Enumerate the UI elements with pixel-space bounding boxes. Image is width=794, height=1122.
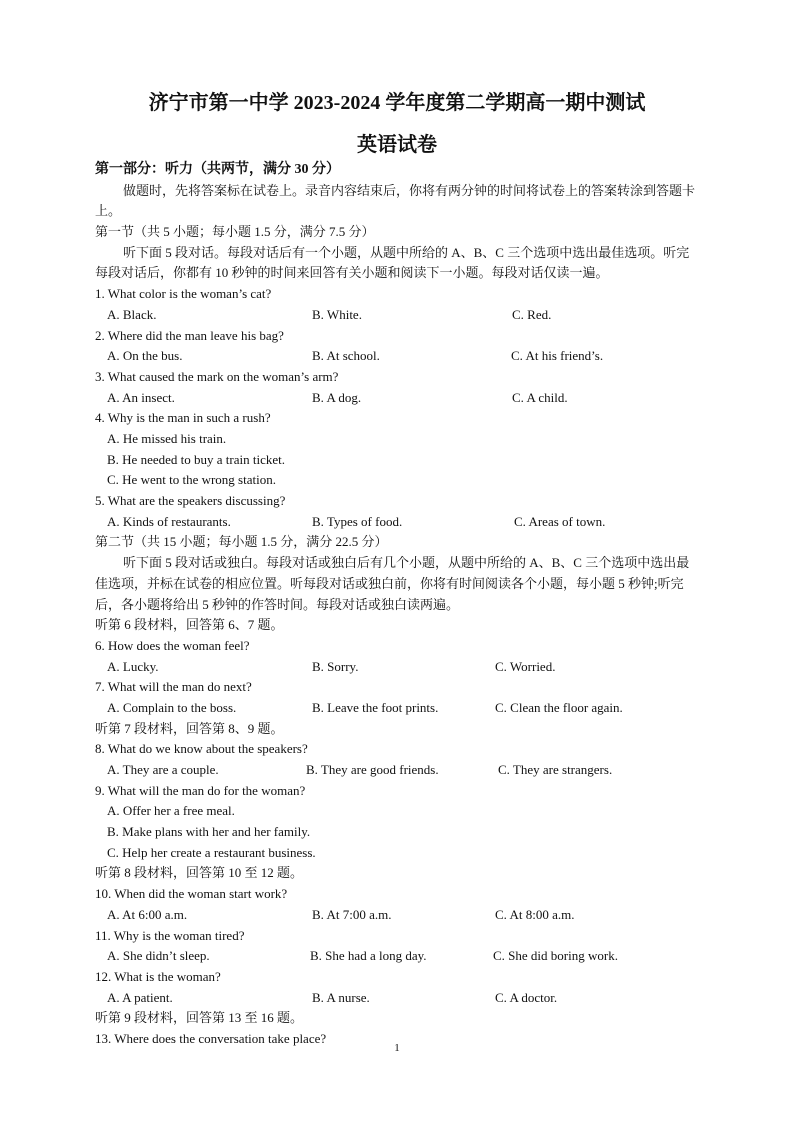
page-subtitle: 英语试卷 — [357, 134, 437, 156]
material-6-intro: 听第 6 段材料，回答第 6、7 题。 — [95, 617, 284, 633]
question-6-options — [95, 657, 699, 678]
question-5-options — [95, 512, 699, 533]
option-c[interactable]: C. Red. — [512, 306, 552, 322]
option-b[interactable]: B. Leave the foot prints. — [312, 699, 439, 715]
option-b[interactable]: B. At 7:00 a.m. — [312, 906, 392, 922]
question-12-stem: 12. What is the woman? — [95, 968, 221, 984]
option-a[interactable]: A. Kinds of restaurants. — [107, 513, 231, 529]
option-a[interactable]: A. Black. — [107, 306, 157, 322]
option-b[interactable]: B. A nurse. — [312, 989, 370, 1005]
option-b[interactable]: B. Sorry. — [312, 658, 359, 674]
material-7-intro: 听第 7 段材料，回答第 8、9 题。 — [95, 720, 284, 736]
section2-heading: 第二节（共 15 小题；每小题 1.5 分，满分 22.5 分） — [95, 534, 388, 550]
option-c[interactable]: C. A child. — [512, 389, 568, 405]
option-a[interactable]: A. A patient. — [107, 989, 173, 1005]
option-c[interactable]: C. She did boring work. — [493, 948, 618, 964]
question-7-options — [95, 698, 699, 719]
section1-instructions: 听下面 5 段对话。每段对话后有一个小题，从题中所给的 A、B、C 三个选项中选出最佳选项。听完每段对话后，你都有 10 秒钟的时间来回答有关小题和阅读下一小题。每段对话仅读一遍。 — [95, 244, 690, 281]
question-6-stem: 6. How does the woman feel? — [95, 637, 250, 653]
option-c[interactable]: C. At 8:00 a.m. — [495, 906, 575, 922]
question-8-options — [95, 760, 699, 781]
option-b[interactable]: B. He needed to buy a train ticket. — [107, 451, 285, 467]
question-10-stem: 10. When did the woman start work? — [95, 886, 288, 902]
question-2-options — [95, 346, 699, 367]
part1-heading: 第一部分：听力（共两节，满分 30 分） — [95, 162, 340, 177]
question-10-options — [95, 905, 699, 926]
material-8-intro: 听第 8 段材料，回答第 10 至 12 题。 — [95, 865, 304, 881]
option-b[interactable]: B. She had a long day. — [310, 948, 427, 964]
section1-heading: 第一节（共 5 小题；每小题 1.5 分，满分 7.5 分） — [95, 224, 375, 240]
option-b[interactable]: B. Make plans with her and her family. — [107, 824, 311, 840]
option-a[interactable]: A. Lucky. — [107, 658, 159, 674]
part1-instructions: 做题时，先将答案标在试卷上。录音内容结束后，你将有两分钟的时间将试卷上的答案转涂到答题卡上。 — [95, 182, 696, 219]
question-11-stem: 11. Why is the woman tired? — [95, 927, 245, 943]
option-a[interactable]: A. On the bus. — [107, 348, 183, 364]
page-title: 济宁市第一中学 2023-2024 学年度第二学期高一期中测试 — [148, 92, 646, 114]
option-c[interactable]: C. Worried. — [495, 658, 556, 674]
option-b[interactable]: B. Types of food. — [312, 513, 403, 529]
question-5-stem: 5. What are the speakers discussing? — [95, 493, 286, 509]
option-c[interactable]: C. At his friend’s. — [511, 348, 604, 364]
question-1-options — [95, 305, 699, 326]
question-9-stem: 9. What will the man do for the woman? — [95, 782, 306, 798]
option-c[interactable]: C. Clean the floor again. — [495, 699, 623, 715]
section2-instructions: 听下面 5 段对话或独白。每段对话或独白后有几个小题，从题中所给的 A、B、C 三个选项中选出最佳选项，并标在试卷的相应位置。听每段对话或独白前，你将有时间阅读各个小题，每小题 5 秒钟;听完后，各小题将给出 5 秒钟的作答时间。每段对话或独白读两遍。 — [95, 555, 690, 612]
option-b[interactable]: B. White. — [312, 306, 362, 322]
option-b[interactable]: B. A dog. — [312, 389, 362, 405]
question-2-stem: 2. Where did the man leave his bag? — [95, 327, 284, 343]
option-c[interactable]: C. A doctor. — [495, 989, 558, 1005]
option-a[interactable]: A. He missed his train. — [107, 431, 227, 446]
option-a[interactable]: A. Offer her a free meal. — [107, 803, 235, 819]
option-a[interactable]: A. Complain to the boss. — [107, 699, 237, 715]
option-a[interactable]: A. They are a couple. — [107, 762, 219, 778]
option-c[interactable]: C. They are strangers. — [498, 762, 613, 778]
option-b[interactable]: B. They are good friends. — [306, 762, 439, 778]
option-c[interactable]: C. Help her create a restaurant business. — [107, 844, 316, 860]
question-3-options — [95, 388, 699, 409]
question-4-stem: 4. Why is the man in such a rush? — [95, 410, 271, 426]
question-8-stem: 8. What do we know about the speakers? — [95, 741, 308, 757]
page-number: 1 — [394, 1042, 400, 1054]
question-13-stem: 13. Where does the conversation take place? — [95, 1030, 327, 1046]
question-12-options — [95, 988, 699, 1009]
option-a[interactable]: A. At 6:00 a.m. — [107, 906, 188, 922]
question-3-stem: 3. What caused the mark on the woman’s arm? — [95, 368, 339, 384]
question-1-stem: 1. What color is the woman’s cat? — [95, 286, 272, 302]
option-c[interactable]: C. He went to the wrong station. — [107, 472, 276, 488]
question-7-stem: 7. What will the man do next? — [95, 679, 252, 695]
option-a[interactable]: A. She didn’t sleep. — [107, 948, 210, 964]
option-b[interactable]: B. At school. — [312, 348, 380, 364]
option-a[interactable]: A. An insect. — [107, 389, 175, 405]
material-9-intro: 听第 9 段材料，回答第 13 至 16 题。 — [95, 1010, 304, 1026]
option-c[interactable]: C. Areas of town. — [514, 513, 606, 529]
question-11-options — [95, 946, 699, 967]
exam-content — [95, 160, 699, 1050]
